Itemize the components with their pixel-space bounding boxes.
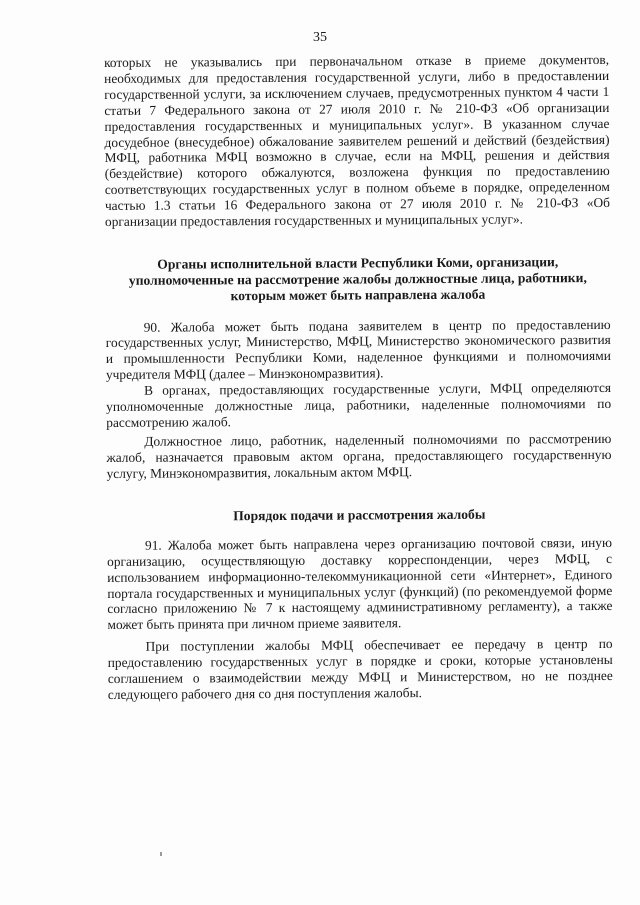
paragraph-90-officials: В органах, предоставляющих государственные услуги, МФЦ определяются уполномоченные должностные лица, работники, наделенные полномочиями по рассмотрению жалоб. — [106, 380, 612, 431]
paragraph-90: 90. Жалоба может быть подана заявителем в центр по предоставлению государственных услуг, Министерство, МФЦ, Министерство экономического развития и промышленности Республики Коми, наделенное функциями и полномочиями учредителя МФЦ (далее – Минэкономразвития). — [105, 316, 611, 383]
section-heading-appeal-bodies: Органы исполнительной власти Республики Коми, организации, уполномоченные на рассмотрение жалобы должностные лица, работники, которым может быть направлена жалоба — [128, 254, 587, 304]
document-body — [104, 52, 613, 703]
paragraph-continuation: которых не указывались при первоначальном отказе в приеме документов, необходимых для предоставления государственной услуги, либо в предоставлении государственной услуги, за исключением случаев, предусмотренных пунктом 4 части 1 статьи 7 Федерального закона от 27 июля 2010 г. № 210-ФЗ «Об организации предоставления государственных и муниципальных услуг». В указанном случае досудебное (внесудебное) обжалование заявителем решений и действий (бездействия) МФЦ, работника МФЦ возможно в случае, если на МФЦ, решения и действия (бездействие) которого обжалуются, возложена функция по предоставлению соответствующих государственных услуг в полном объеме в порядке, определенном частью 1.3 статьи 16 Федерального закона от 27 июля 2010 г. № 210-ФЗ «Об организации предоставления государственных и муниципальных услуг». — [104, 51, 610, 230]
section-heading-appeal-procedure: Порядок подачи и рассмотрения жалобы — [233, 506, 486, 523]
page-number: 35 — [313, 30, 327, 45]
scan-mark — [160, 852, 162, 856]
paragraph-91: 91. Жалоба может быть направлена через организацию почтовой связи, иную организацию, осуществляющую доставку корреспонденции, через МФЦ, с использованием информационно-телекоммуникационной сети «Интернет», Единого портала государственных и муниципальных услуг (функций) (по рекомендуемой форме согласно приложению № 7 к настоящему административному регламенту), а также может быть принята при личном приеме заявителя. — [107, 534, 613, 633]
paragraph-91-transfer: При поступлении жалобы МФЦ обеспечивает ее передачу в центр по предоставлению государственных услуг в порядке и сроки, которые установлены соглашением о взаимодействии между МФЦ и Министерством, но не позднее следующего рабочего дня со дня поступления жалобы. — [107, 636, 613, 702]
paragraph-90-appointment: Должностное лицо, работник, наделенный полномочиями по рассмотрению жалоб, назначается правовым актом органа, предоставляющего государственную услугу, Минэкономразвития, локальным актом МФЦ. — [106, 430, 612, 481]
